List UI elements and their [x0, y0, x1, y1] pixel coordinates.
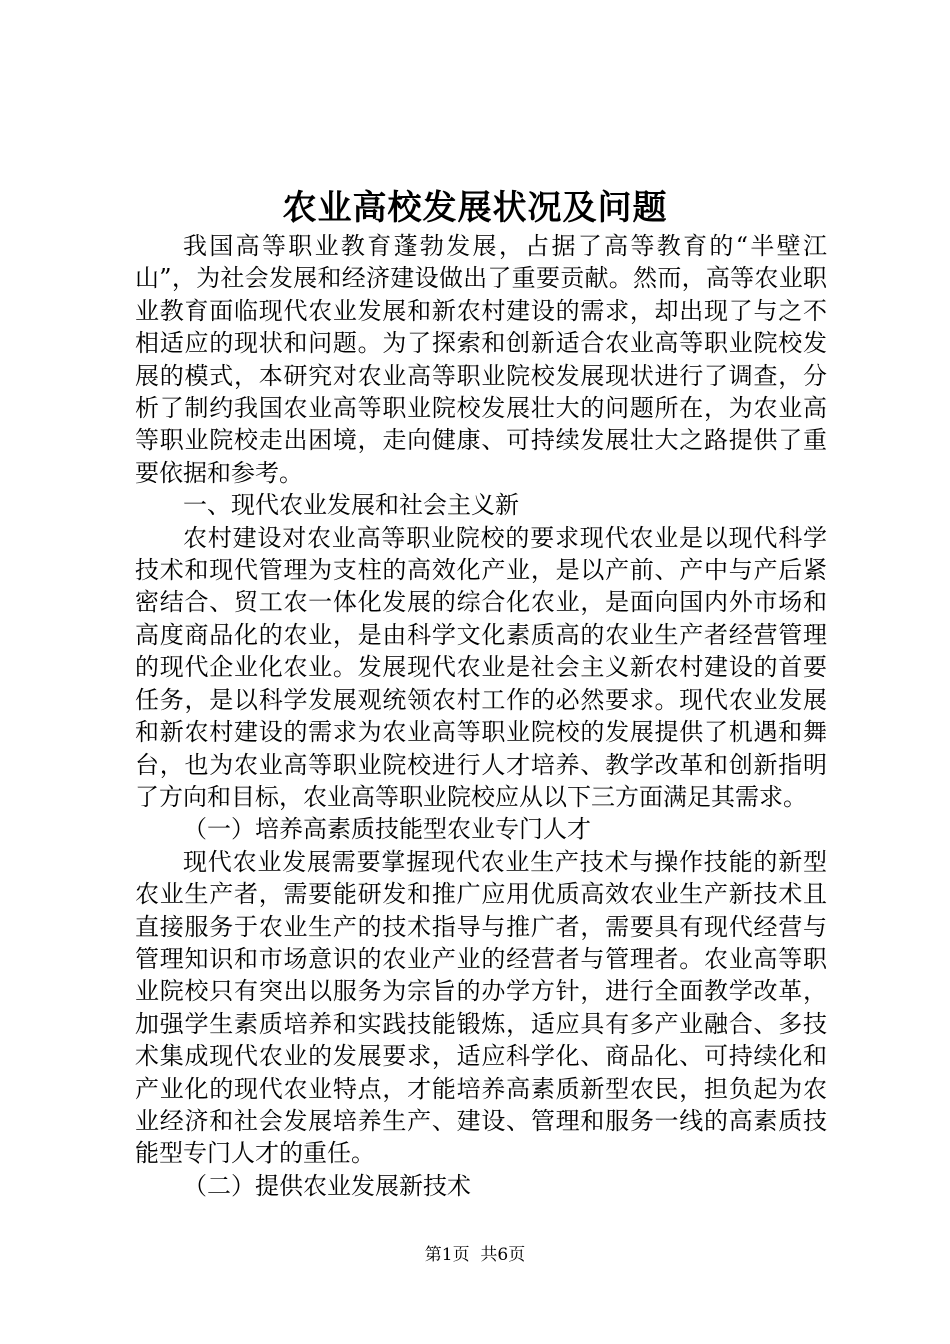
section-heading-1: 一、现代农业发展和社会主义新	[183, 491, 519, 520]
page-number: 第1页	[424, 1245, 470, 1265]
page-footer	[0, 1240, 950, 1270]
subsection-heading-1: （一）培养高素质技能型农业专门人才	[183, 815, 591, 844]
page-total: 共6页	[480, 1245, 526, 1265]
intro-paragraph: 我国高等职业教育蓬勃发展，占据了高等教育的“半壁江山”，为社会发展和经济建设做出了重要贡献。然而，高等农业职业教育面临现代农业发展和新农村建设的需求，却出现了与之不相适应的现状和问题。为了探索和创新适合农业高等职业院校发展的模式，本研究对农业高等职业院校发展现状进行了调查，分析了制约我国农业高等职业院校发展壮大的问题所在，为农业高等职业院校走出困境，走向健康、可持续发展壮大之路提供了重要依据和参考。	[135, 232, 827, 487]
section-1-paragraph: 农村建设对农业高等职业院校的要求现代农业是以现代科学技术和现代管理为支柱的高效化产业，是以产前、产中与产后紧密结合、贸工农一体化发展的综合化农业，是面向国内外市场和高度商品化的农业，是由科学文化素质高的农业生产者经营管理的现代企业化农业。发展现代农业是社会主义新农村建设的首要任务，是以科学发展观统领农村工作的必然要求。现代农业发展和新农村建设的需求为农业高等职业院校的发展提供了机遇和舞台，也为农业高等职业院校进行人才培养、教学改革和创新指明了方向和目标，农业高等职业院校应从以下三方面满足其需求。	[135, 523, 827, 811]
document-body	[135, 230, 827, 1202]
document-title: 农业高校发展状况及问题	[282, 188, 668, 228]
subsection-heading-2: （二）提供农业发展新技术	[183, 1171, 471, 1200]
subsection-1-paragraph: 现代农业发展需要掌握现代农业生产技术与操作技能的新型农业生产者，需要能研发和推广应用优质高效农业生产新技术且直接服务于农业生产的技术指导与推广者，需要具有现代经营与管理知识和市场意识的农业产业的经营者与管理者。农业高等职业院校只有突出以服务为宗旨的办学方针，进行全面教学改革，加强学生素质培养和实践技能锻炼，适应具有多产业融合、多技术集成现代农业的发展要求，适应科学化、商品化、可持续化和产业化的现代农业特点，才能培养高素质新型农民，担负起为农业经济和社会发展培养生产、建设、管理和服务一线的高素质技能型专门人才的重任。	[135, 847, 827, 1168]
